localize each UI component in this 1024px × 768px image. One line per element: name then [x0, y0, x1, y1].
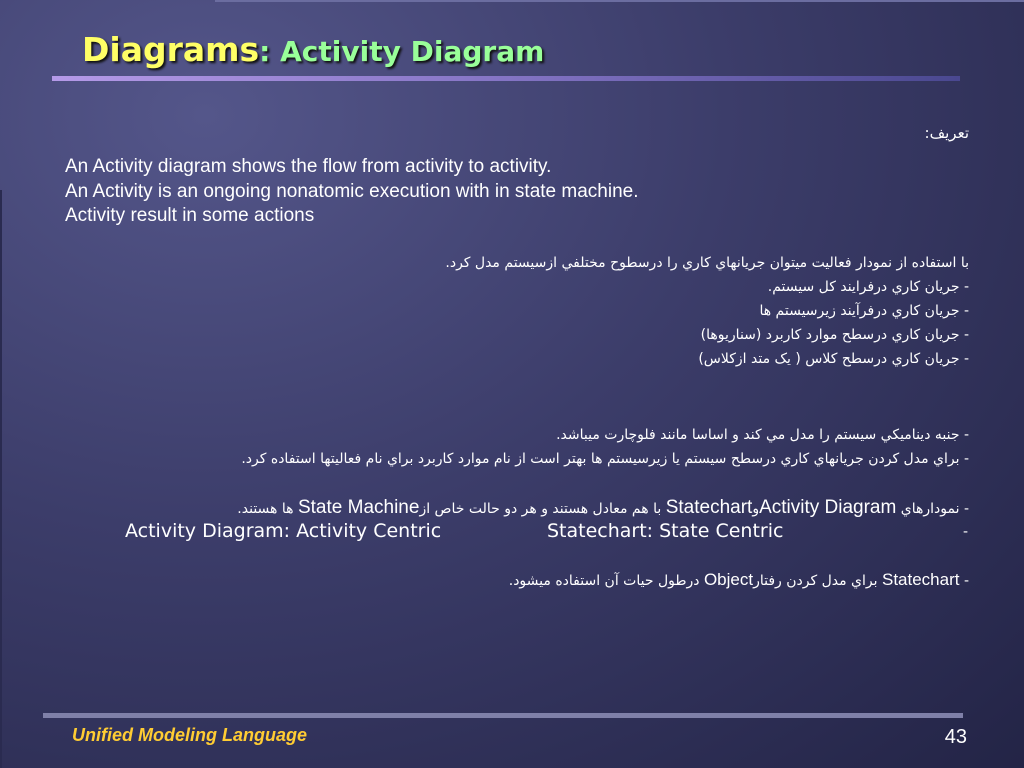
centric-dash: - [963, 524, 969, 540]
term-state-machine: State Machine [297, 497, 420, 518]
english-definition [65, 155, 639, 229]
english-line-1: An Activity diagram shows the flow from activity to activity. [65, 156, 552, 177]
statechart-suffix: درطول حيات آن استفاده ميشود. [508, 573, 700, 589]
persian-bullet-3: - جريان كاري درسطح موارد كاربرد (سناريوها) [700, 327, 969, 343]
persian-dynamic-bullet: - جنبه ديناميكي سيستم را مدل مي كند و اساسا مانند فلوچارت ميباشد. [556, 427, 969, 443]
comparison-middle: با هم معادل هستند و هر دو حالت خاص از [419, 501, 662, 517]
comparison-conj: و [752, 501, 760, 517]
english-line-2: An Activity is an ongoing nonatomic execution with in state machine. [65, 180, 639, 202]
statechart-middle: براي مدل كردن رفتار [753, 573, 878, 589]
term-object: Object [703, 570, 754, 589]
statechart-dash: - [963, 573, 969, 589]
persian-bullet-1: - جريان كاري درفرايند كل سيستم. [767, 279, 969, 295]
persian-bullet-2: - جريان كاري درفرآيند زيرسيستم ها [759, 303, 969, 319]
slide-title [82, 30, 544, 69]
persian-bullet-4: - جريان كاري درسطح كلاس ( يک متد ازكلاس) [698, 351, 969, 367]
title-divider [52, 76, 960, 81]
title-sub: : Activity Diagram [259, 35, 545, 68]
title-main: Diagrams [82, 30, 260, 69]
definition-label: تعريف: [924, 124, 969, 142]
term-activity-diagram: Activity Diagram [759, 497, 897, 518]
term-statechart-2: Statechart [881, 570, 960, 589]
state-centric: Statechart: State Centric [547, 520, 784, 542]
comparison-prefix: - نمودارهاي [900, 501, 969, 517]
comparison-line [237, 497, 969, 519]
term-statechart: Statechart [665, 497, 753, 518]
persian-intro: با استفاده از نمودار فعاليت ميتوان جريانهاي كاري را درسطوح مختلفي ازسيستم مدل كرد. [445, 255, 969, 271]
footer-divider [43, 713, 963, 718]
top-border-line [215, 0, 1024, 2]
footer-title: Unified Modeling Language [72, 725, 307, 745]
activity-centric: Activity Diagram: Activity Centric [125, 520, 442, 542]
persian-modeling-bullet: - براي مدل كردن جريانهاي كاري درسطح سيستم يا زيرسيستم ها بهتر است از نام موارد كاربرد براي نام فعاليتها استفاده كرد. [241, 451, 969, 467]
comparison-suffix: ها هستند. [237, 501, 294, 517]
left-border-line [0, 190, 2, 768]
english-line-3: Activity result in some actions [65, 205, 315, 226]
page-number: 43 [944, 726, 967, 748]
statechart-line [509, 570, 969, 590]
